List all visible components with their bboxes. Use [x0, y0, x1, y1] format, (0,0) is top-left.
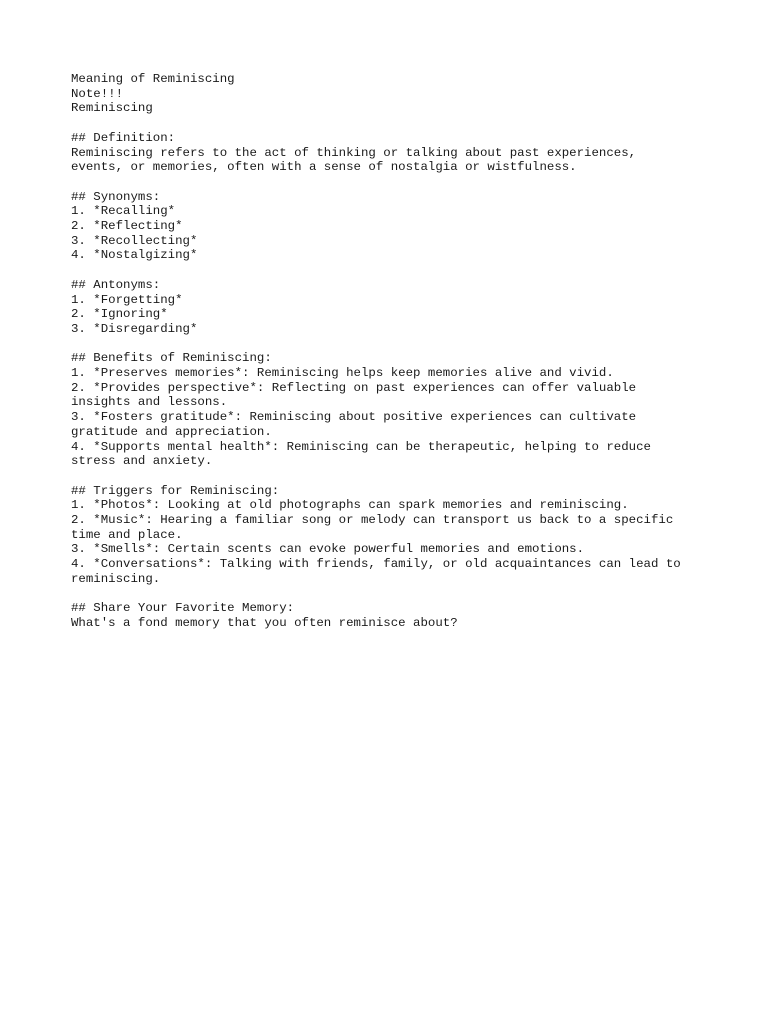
blank-line	[71, 337, 731, 352]
antonym-item: 3. *Disregarding*	[71, 321, 198, 336]
blank-line	[71, 263, 731, 278]
share-prompt: What's a fond memory that you often reminisce about?	[71, 615, 458, 630]
antonym-item: 2. *Ignoring*	[71, 307, 168, 322]
trigger-line: time and place.	[71, 527, 183, 542]
benefit-line: insights and lessons.	[71, 395, 228, 410]
trigger-line: 4. *Conversations*: Talking with friends, family, or old acquaintances can lead to	[71, 557, 681, 572]
definition-line: events, or memories, often with a sense of nostalgia or wistfulness.	[71, 160, 577, 175]
benefits-heading: ## Benefits of Reminiscing:	[71, 351, 272, 366]
blank-line	[71, 175, 731, 190]
trigger-line: 2. *Music*: Hearing a familiar song or melody can transport us back to a specific	[71, 513, 674, 528]
triggers-heading: ## Triggers for Reminiscing:	[71, 483, 280, 498]
benefit-line: 1. *Preserves memories*: Reminiscing helps keep memories alive and vivid.	[71, 366, 614, 380]
subject-word: Reminiscing	[71, 101, 153, 116]
benefit-line: gratitude and appreciation.	[71, 424, 272, 439]
benefit-line: 4. *Supports mental health*: Reminiscing can be therapeutic, helping to reduce	[71, 439, 651, 454]
synonym-item: 2. *Reflecting*	[71, 219, 183, 233]
blank-line	[71, 469, 731, 484]
definition-heading: ## Definition:	[71, 130, 176, 145]
synonyms-heading: ## Synonyms:	[71, 189, 161, 204]
trigger-line: 3. *Smells*: Certain scents can evoke powerful memories and emotions.	[71, 542, 585, 557]
synonym-item: 3. *Recollecting*	[71, 233, 198, 248]
antonym-item: 1. *Forgetting*	[71, 292, 183, 307]
document-title: Meaning of Reminiscing	[71, 72, 235, 86]
antonyms-heading: ## Antonyms:	[71, 277, 161, 292]
document-page	[71, 72, 731, 631]
blank-line	[71, 116, 731, 131]
trigger-line: 1. *Photos*: Looking at old photographs can spark memories and reminiscing.	[71, 498, 629, 513]
synonym-item: 1. *Recalling*	[71, 204, 176, 219]
share-heading: ## Share Your Favorite Memory:	[71, 601, 295, 616]
note-label: Note!!!	[71, 86, 124, 101]
benefit-line: 2. *Provides perspective*: Reflecting on past experiences can offer valuable	[71, 380, 637, 395]
blank-line	[71, 587, 731, 602]
synonym-item: 4. *Nostalgizing*	[71, 248, 198, 263]
trigger-line: reminiscing.	[71, 571, 161, 586]
benefit-line: stress and anxiety.	[71, 454, 213, 469]
definition-line: Reminiscing refers to the act of thinking or talking about past experiences,	[71, 145, 637, 160]
benefit-line: 3. *Fosters gratitude*: Reminiscing about positive experiences can cultivate	[71, 410, 637, 425]
